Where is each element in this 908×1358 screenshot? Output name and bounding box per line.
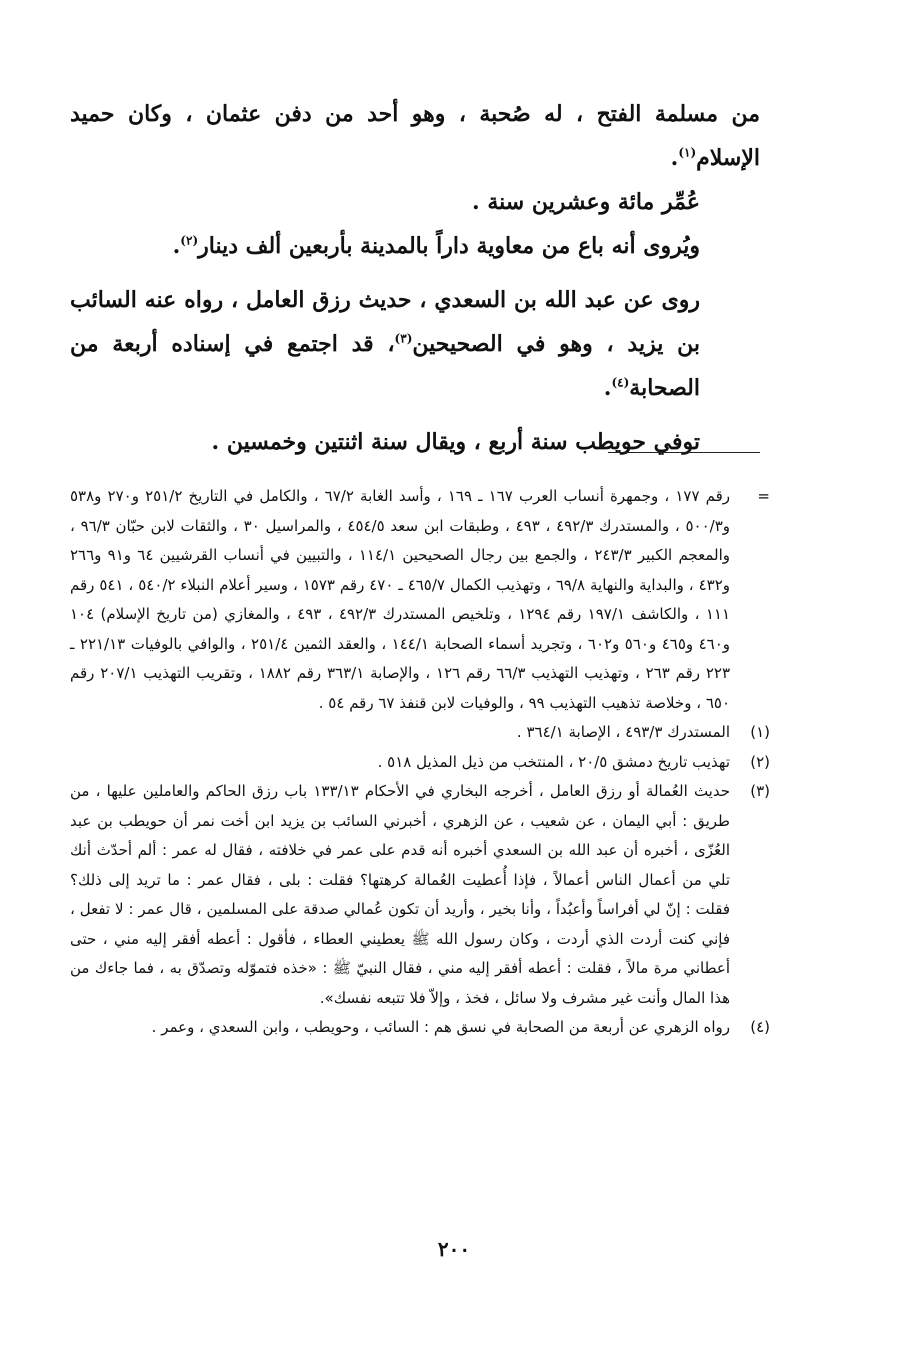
- main-paragraph-3-end: .: [172, 233, 181, 259]
- main-paragraph-4-text-b: ، قد اجتمع في إسناده أربعة من الصحابة: [70, 331, 700, 401]
- main-paragraph-4: [70, 278, 760, 410]
- footnote-4-mark: (٤): [750, 1018, 770, 1036]
- footnote-ref-4: (٤): [611, 375, 630, 390]
- paragraph-gap: [70, 410, 760, 420]
- footnote-continued-mark: =: [757, 487, 770, 505]
- footnote-ref-1: (١): [678, 145, 697, 160]
- footnote-separator-rule: [608, 452, 760, 453]
- main-paragraph-1-text: من مسلمة الفتح ، له صُحبة ، وهو أحد من دفن عثمان ، وكان حميد الإسلام: [70, 101, 760, 171]
- footnote-3-mark: (٣): [750, 782, 770, 800]
- footnote-2: [70, 748, 770, 778]
- footnote-3-text: حديث العُمالة أو رزق العامل ، أخرجه البخاري في الأحكام ١٣٣/١٣ باب رزق الحاكم والعاملين عليها ، من طريق : أبي اليمان ، عن شعيب ، عن الزهري ، أخبرني السائب بن يزيد ابن أخت نمر أن حويطب بن عبد العُزّى ، أخبره أن عبد الله بن السعدي أخبره أنه قدم على عمر في خلافته ، فقال له عمر : ألم أحدّث أنك تلي من أعمال الناس أعمالاً ، فإذا أُعطيت العُمالة كرهتها؟ فقلت : بلى ، فقال عمر : ما تريد إلى ذلك؟ فقلت : إنّ لي أفراساً وأعبُداً ، وأنا بخير ، وأريد أن تكون عُمالي صدقة على المسلمين ، قال عمر : لا تفعل ، فإني كنت أردت الذي أردت ، وكان رسول الله ﷺ يعطيني العطاء ، فأقول : أعطه أفقر إليه مني ، حتى أعطاني مرة مالاً ، فقلت : أعطه أفقر إليه مني ، فقال النبيّ ﷺ : «خذه فتموّله وتصدّق به ، فما جاءك من هذا المال وأنت غير مشرف ولا سائل ، فخذ ، وإلاّ فلا تتبعه نفسك».: [70, 782, 731, 1007]
- footnote-4-text: رواه الزهري عن أربعة من الصحابة في نسق هم : السائب ، وحويطب ، وابن السعدي ، وعمر .: [151, 1018, 730, 1036]
- footnote-3: [70, 777, 770, 1013]
- page-number: ٢٠٠: [437, 1237, 471, 1261]
- main-paragraph-3: [70, 224, 760, 268]
- main-paragraph-4-text-a: روى عن عبد الله بن السعدي ، حديث رزق العامل ، رواه عنه السائب بن يزيد ، وهو في الصحيحين: [70, 287, 700, 357]
- footnote-1: [70, 718, 770, 748]
- footnote-continued: [70, 482, 770, 718]
- main-paragraph-4-end: .: [603, 375, 612, 401]
- footnote-1-text: المستدرك ٤٩٣/٣ ، الإصابة ٣٦٤/١ .: [516, 723, 730, 741]
- footnote-ref-2: (٢): [180, 233, 199, 248]
- footnotes-block: [70, 482, 770, 1043]
- main-paragraph-1-end: .: [670, 145, 679, 171]
- main-paragraph-3-text: ويُروى أنه باع من معاوية داراً بالمدينة بأربعين ألف دينار: [198, 233, 700, 259]
- footnote-2-text: تهذيب تاريخ دمشق ٢٠/٥ ، المنتخب من ذيل المذيل ٥١٨ .: [377, 752, 730, 771]
- main-paragraph-2: عُمِّر مائة وعشرين سنة .: [472, 189, 700, 215]
- footnote-1-mark: (١): [750, 723, 770, 741]
- footnote-2-mark: (٢): [750, 752, 770, 771]
- footnote-continued-text: رقم ١٧٧ ، وجمهرة أنساب العرب ١٦٧ ـ ١٦٩ ، وأسد الغابة ٦٧/٢ ، والكامل في التاريخ ٢٥١/٢ و٢٧٠ و٥٣٨ و٥٠٠/٣ ، والمستدرك ٤٩٢/٣ ، ٤٩٣ ، وطبقات ابن سعد ٤٥٤/٥ ، والمراسيل ٣٠ ، والثقات لابن حبّان ٩٦/٣ ، والمعجم الكبير ٢٤٣/٣ ، والجمع بين رجال الصحيحين ١١٤/١ ، والتبيين في أنساب القرشيين ٦٤ و٩١ و٢٦٦ و٤٣٢ ، والبداية والنهاية ٦٩/٨ ، وتهذيب الكمال ٤٦٥/٧ ـ ٤٧٠ رقم ١٥٧٣ ، وسير أعلام النبلاء ٥٤٠/٢ ، ٥٤١ رقم ١١١ ، والكاشف ١٩٧/١ رقم ١٢٩٤ ، وتلخيص المستدرك ٤٩٢/٣ ، ٤٩٣ ، والمغازي (من تاريخ الإسلام) ١٠٤ و٤٦٠ و٤٦٥ و٥٦٠ و٦٠٢ ، وتجريد أسماء الصحابة ١٤٤/١ ، والعقد الثمين ٢٥١/٤ ، والوافي بالوفيات ٢٢١/١٣ ـ ٢٢٣ رقم ٢٦٣ ، وتهذيب التهذيب ٦٦/٣ رقم ١٢٦ ، والإصابة ٣٦٣/١ رقم ١٨٨٢ ، وتقريب التهذيب ٢٠٧/١ رقم ٦٥٠ ، وخلاصة تذهيب التهذيب ٩٩ ، والوفيات لابن قنفذ ٦٧ رقم ٥٤ .: [70, 487, 731, 712]
- paragraph-gap: [70, 268, 760, 278]
- main-paragraph-5: توفي حويطب سنة أربع ، ويقال سنة اثنتين وخمسين .: [211, 429, 700, 455]
- main-paragraph-1: [70, 92, 760, 180]
- footnote-4: [70, 1013, 770, 1043]
- main-text-block: [70, 92, 760, 464]
- footnote-ref-3: (٣): [394, 331, 413, 346]
